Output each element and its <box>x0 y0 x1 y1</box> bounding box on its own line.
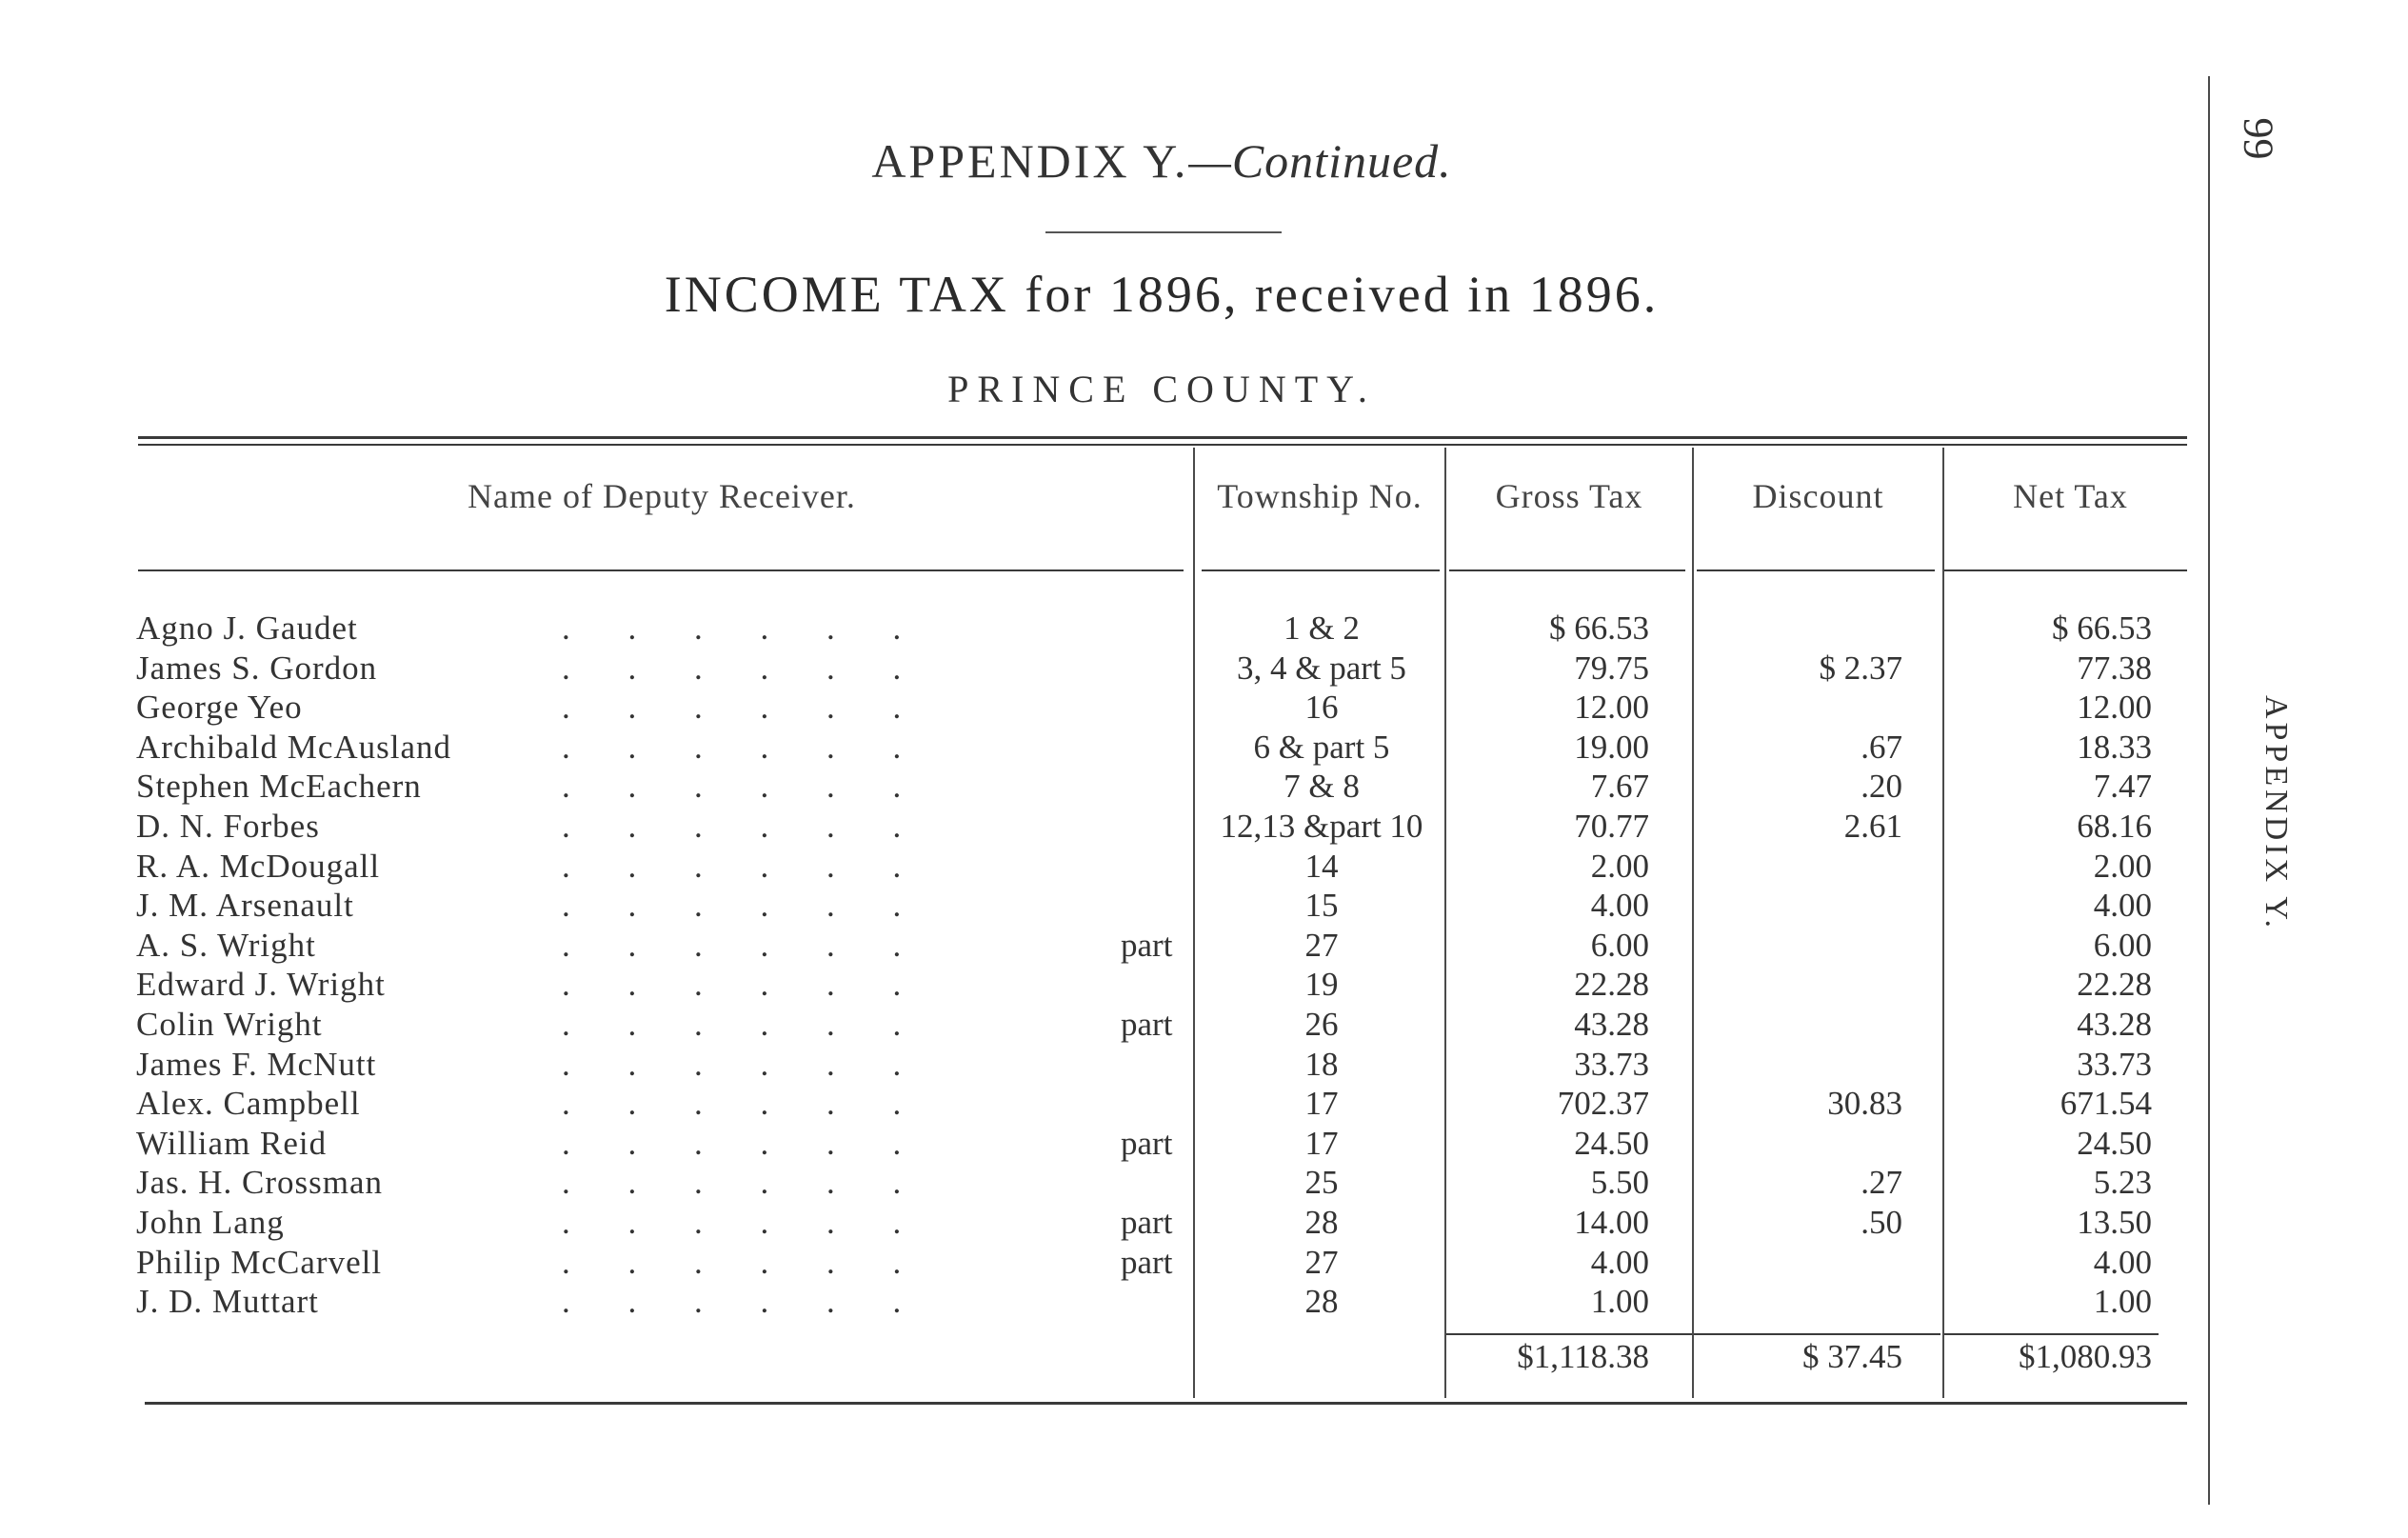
deputy-name: James F. McNutt <box>136 1046 377 1083</box>
column-divider <box>1444 448 1446 1398</box>
net-tax: 13.50 <box>2077 1204 2152 1241</box>
township-number: 26 <box>1304 1006 1339 1043</box>
discount-amount: 30.83 <box>1827 1085 1902 1122</box>
township-number: 3, 4 & part 5 <box>1237 649 1406 687</box>
continued-label: —Continued. <box>1188 134 1452 188</box>
title-divider <box>1045 231 1282 233</box>
gross-tax: 5.50 <box>1590 1164 1649 1201</box>
dot-leaders: . . . . . . <box>562 927 902 964</box>
discount-amount: .67 <box>1861 729 1902 766</box>
discount-amount: 2.61 <box>1843 808 1902 845</box>
gross-tax: $ 66.53 <box>1549 609 1649 647</box>
net-tax: 4.00 <box>2093 887 2152 924</box>
net-tax: 68.16 <box>2077 808 2152 845</box>
net-tax: $ 66.53 <box>2052 609 2152 647</box>
net-tax: 1.00 <box>2093 1283 2152 1320</box>
dot-leaders: . . . . . . <box>562 609 902 647</box>
township-number: 16 <box>1304 689 1339 726</box>
gross-tax: 2.00 <box>1590 848 1649 885</box>
net-tax: 6.00 <box>2093 927 2152 964</box>
discount-amount: $ 2.37 <box>1819 649 1902 687</box>
header-bottom-rule-discount <box>1697 569 1935 571</box>
dot-leaders: . . . . . . <box>562 1006 902 1043</box>
township-number: 15 <box>1304 887 1339 924</box>
column-header-name: Name of Deputy Receiver. <box>468 477 856 515</box>
margin-appendix-label: APPENDIX Y. <box>2259 694 2294 932</box>
discount-amount: .27 <box>1861 1164 1902 1201</box>
dot-leaders: . . . . . . <box>562 649 902 687</box>
gross-tax: 43.28 <box>1574 1006 1649 1043</box>
deputy-name: Alex. Campbell <box>136 1085 361 1122</box>
net-tax: 18.33 <box>2077 729 2152 766</box>
deputy-name: R. A. McDougall <box>136 848 381 885</box>
deputy-name: Stephen McEachern <box>136 768 422 805</box>
dot-leaders: . . . . . . <box>562 848 902 885</box>
township-number: 17 <box>1304 1085 1339 1122</box>
township-number: 28 <box>1304 1204 1339 1241</box>
deputy-name: Philip McCarvell <box>136 1244 383 1281</box>
deputy-name: A. S. Wright <box>136 927 316 964</box>
column-header-township: Township No. <box>1217 477 1423 515</box>
column-header-gross: Gross Tax <box>1495 477 1643 515</box>
discount-amount: .20 <box>1861 768 1902 805</box>
header-bottom-rule-gross <box>1449 569 1685 571</box>
deputy-name: Agno J. Gaudet <box>136 609 358 647</box>
deputy-name: Edward J. Wright <box>136 966 386 1003</box>
gross-tax: 22.28 <box>1574 966 1649 1003</box>
column-divider <box>1692 448 1694 1398</box>
deputy-name: Archibald McAusland <box>136 729 452 766</box>
page-margin-line <box>2208 76 2210 1505</box>
dot-leaders: . . . . . . <box>562 768 902 805</box>
total-net: $1,080.93 <box>2019 1338 2152 1375</box>
discount-amount: .50 <box>1861 1204 1902 1241</box>
net-tax: 43.28 <box>2077 1006 2152 1043</box>
deputy-name: D. N. Forbes <box>136 808 320 845</box>
gross-tax: 4.00 <box>1590 887 1649 924</box>
deputy-name: J. M. Arsenault <box>136 887 354 924</box>
appendix-label: APPENDIX Y. <box>871 134 1189 188</box>
dot-leaders: . . . . . . <box>562 808 902 845</box>
township-number: 18 <box>1304 1046 1339 1083</box>
gross-tax: 1.00 <box>1590 1283 1649 1320</box>
table-bottom-rule <box>145 1402 2187 1405</box>
township-number: 12,13 &part 10 <box>1220 808 1423 845</box>
dot-leaders: . . . . . . <box>562 1125 902 1162</box>
part-note: part <box>1121 1204 1173 1241</box>
gross-tax: 70.77 <box>1574 808 1649 845</box>
dot-leaders: . . . . . . <box>562 1164 902 1201</box>
township-number: 25 <box>1304 1164 1339 1201</box>
dot-leaders: . . . . . . <box>562 1085 902 1122</box>
appendix-heading <box>0 133 2323 189</box>
total-gross: $1,118.38 <box>1517 1338 1649 1375</box>
gross-tax: 12.00 <box>1574 689 1649 726</box>
dot-leaders: . . . . . . <box>562 966 902 1003</box>
gross-tax: 7.67 <box>1590 768 1649 805</box>
column-header-net: Net Tax <box>2013 477 2128 515</box>
page-title: INCOME TAX for 1896, received in 1896. <box>664 266 1660 323</box>
gross-tax: 6.00 <box>1590 927 1649 964</box>
net-tax: 4.00 <box>2093 1244 2152 1281</box>
net-tax: 7.47 <box>2093 768 2152 805</box>
dot-leaders: . . . . . . <box>562 689 902 726</box>
column-divider <box>1193 448 1195 1398</box>
net-tax: 12.00 <box>2077 689 2152 726</box>
dot-leaders: . . . . . . <box>562 887 902 924</box>
gross-tax: 702.37 <box>1557 1085 1649 1122</box>
total-discount: $ 37.45 <box>1802 1338 1902 1375</box>
deputy-name: William Reid <box>136 1125 328 1162</box>
county-subtitle: PRINCE COUNTY. <box>947 368 1376 410</box>
part-note: part <box>1121 1244 1173 1281</box>
dot-leaders: . . . . . . <box>562 729 902 766</box>
township-number: 14 <box>1304 848 1339 885</box>
net-tax: 77.38 <box>2077 649 2152 687</box>
net-tax: 671.54 <box>2060 1085 2152 1122</box>
totals-rule-net <box>1944 1333 2159 1335</box>
deputy-name: Jas. H. Crossman <box>136 1164 384 1201</box>
part-note: part <box>1121 1125 1173 1162</box>
gross-tax: 33.73 <box>1574 1046 1649 1083</box>
township-number: 28 <box>1304 1283 1339 1320</box>
dot-leaders: . . . . . . <box>562 1283 902 1320</box>
header-bottom-rule-net <box>1944 569 2187 571</box>
township-number: 7 & 8 <box>1284 768 1360 805</box>
gross-tax: 14.00 <box>1574 1204 1649 1241</box>
dot-leaders: . . . . . . <box>562 1244 902 1281</box>
township-number: 17 <box>1304 1125 1339 1162</box>
net-tax: 5.23 <box>2093 1164 2152 1201</box>
deputy-name: John Lang <box>136 1204 285 1241</box>
page-number: 99 <box>2235 117 2282 160</box>
township-number: 1 & 2 <box>1284 609 1360 647</box>
deputy-name: Colin Wright <box>136 1006 323 1043</box>
table-top-rule <box>138 436 2187 439</box>
dot-leaders: . . . . . . <box>562 1204 902 1241</box>
column-header-discount: Discount <box>1752 477 1884 515</box>
gross-tax: 79.75 <box>1574 649 1649 687</box>
part-note: part <box>1121 927 1173 964</box>
column-divider <box>1942 448 1944 1398</box>
net-tax: 24.50 <box>2077 1125 2152 1162</box>
dot-leaders: . . . . . . <box>562 1046 902 1083</box>
gross-tax: 4.00 <box>1590 1244 1649 1281</box>
header-bottom-rule-township <box>1202 569 1440 571</box>
township-number: 6 & part 5 <box>1253 729 1390 766</box>
net-tax: 2.00 <box>2093 848 2152 885</box>
part-note: part <box>1121 1006 1173 1043</box>
deputy-name: George Yeo <box>136 689 303 726</box>
gross-tax: 19.00 <box>1574 729 1649 766</box>
net-tax: 22.28 <box>2077 966 2152 1003</box>
township-number: 27 <box>1304 927 1339 964</box>
table-top-rule-thin <box>138 444 2187 446</box>
township-number: 27 <box>1304 1244 1339 1281</box>
gross-tax: 24.50 <box>1574 1125 1649 1162</box>
deputy-name: James S. Gordon <box>136 649 378 687</box>
header-bottom-rule-name <box>138 569 1184 571</box>
net-tax: 33.73 <box>2077 1046 2152 1083</box>
township-number: 19 <box>1304 966 1339 1003</box>
deputy-name: J. D. Muttart <box>136 1283 319 1320</box>
